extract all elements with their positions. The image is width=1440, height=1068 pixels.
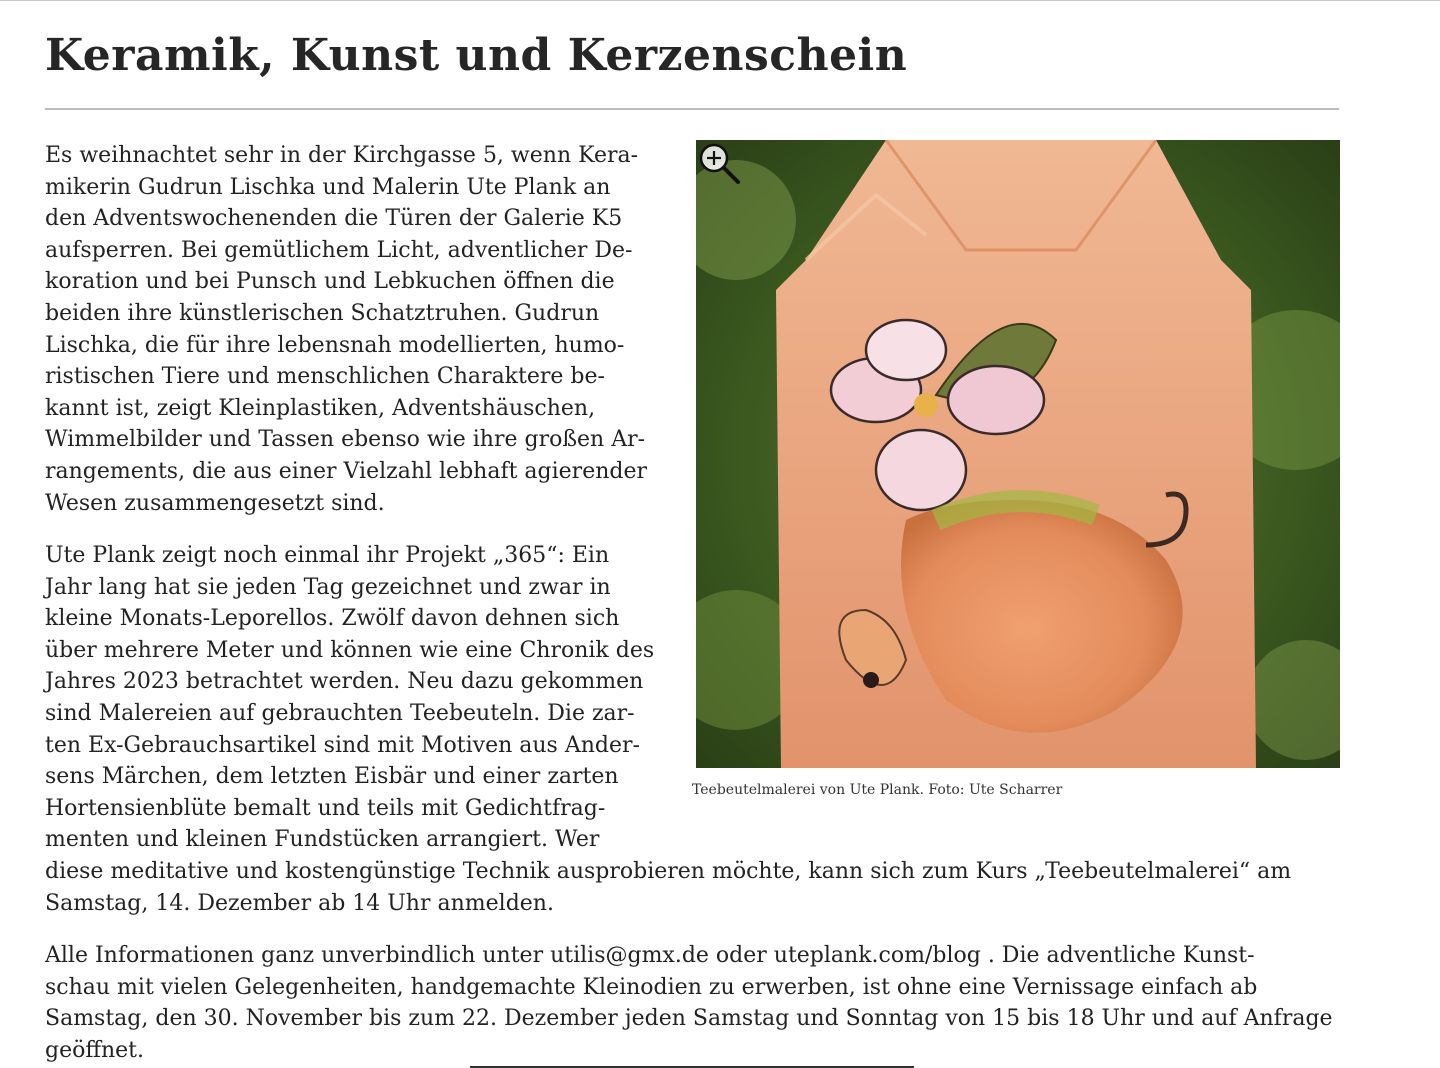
text-line: sind Malereien auf gebrauchten Teebeuteln. Die zar- (45, 700, 635, 726)
text-line: Wimmelbilder und Tassen ebenso wie ihre großen Ar- (45, 427, 646, 453)
text-line: kleine Monats-Leporellos. Zwölf davon dehnen sich (45, 606, 620, 632)
text-line: rangements, die aus einer Vielzahl lebhaft agierender (45, 458, 648, 484)
text-line: schau mit vielen Gelegenheiten, handgemachte Kleinodien zu erwerben, ist ohne eine Vernissage einfach ab (45, 974, 1258, 1000)
text-line: mikerin Gudrun Lischka und Malerin Ute Plank an (45, 174, 611, 200)
article-paragraph-3 (45, 940, 1339, 1066)
title-divider (45, 108, 1339, 110)
text-line: sens Märchen, dem letzten Eisbär und einer zarten (45, 764, 619, 790)
text-line: geöffnet. (45, 1037, 144, 1063)
text-line: Samstag, den 30. November bis zum 22. Dezember jeden Samstag und Sonntag von 15 bis 18 Uhr und auf Anfrage (45, 1006, 1333, 1032)
text-line: diese meditative und kostengünstige Technik ausprobieren möchte, kann sich zum Kurs „Teebeutelmalerei“ am (45, 858, 1292, 884)
text-line: kannt ist, zeigt Kleinplastiken, Adventshäuschen, (45, 395, 596, 421)
article-figure (692, 140, 1340, 798)
text-line: koration und bei Punsch und Lebkuchen öffnen die (45, 269, 615, 295)
text-line: ten Ex-Gebrauchsartikel sind mit Motiven aus Ander- (45, 732, 640, 758)
zoom-in-icon[interactable] (696, 140, 742, 186)
text-line: Jahr lang hat sie jeden Tag gezeichnet und zwar in (45, 574, 611, 600)
teabag-painting-photo[interactable] (696, 140, 1340, 768)
text-line: Samstag, 14. Dezember ab 14 Uhr anmelden. (45, 890, 554, 916)
text-line: aufsperren. Bei gemütlichem Licht, adventlicher De- (45, 237, 633, 263)
article-title: Keramik, Kunst und Kerzenschein (45, 30, 908, 81)
teabag-painting-illustration (696, 140, 1340, 768)
text-line: Lischka, die für ihre lebensnah modellierten, humo- (45, 332, 625, 358)
text-line: Alle Informationen ganz unverbindlich unter utilis@gmx.de oder uteplank.com/blog . Die adventliche Kunst- (45, 943, 1255, 968)
text-line: Es weihnachtet sehr in der Kirchgasse 5, wenn Kera- (45, 143, 639, 168)
text-line: beiden ihre künstlerischen Schatztruhen. Gudrun (45, 300, 600, 326)
text-line: Wesen zusammengesetzt sind. (45, 490, 385, 516)
text-line: menten und kleinen Fundstücken arrangiert. Wer (45, 827, 600, 853)
text-line: Jahres 2023 betrachtet werden. Neu dazu gekommen (45, 669, 644, 695)
text-line: den Adventswochenenden die Türen der Galerie K5 (45, 206, 623, 232)
text-line: Ute Plank zeigt noch einmal ihr Projekt „365“: Ein (45, 543, 610, 568)
image-caption: Teebeutelmalerei von Ute Plank. Foto: Ute Scharrer (692, 782, 1063, 798)
text-line: über mehrere Meter und können wie eine Chronik des (45, 637, 655, 663)
top-border (0, 0, 1440, 1)
text-line: ristischen Tiere und menschlichen Charaktere be- (45, 364, 605, 390)
text-line: Hortensienblüte bemalt und teils mit Gedichtfrag- (45, 795, 606, 821)
article-paragraph-1 (45, 140, 665, 519)
